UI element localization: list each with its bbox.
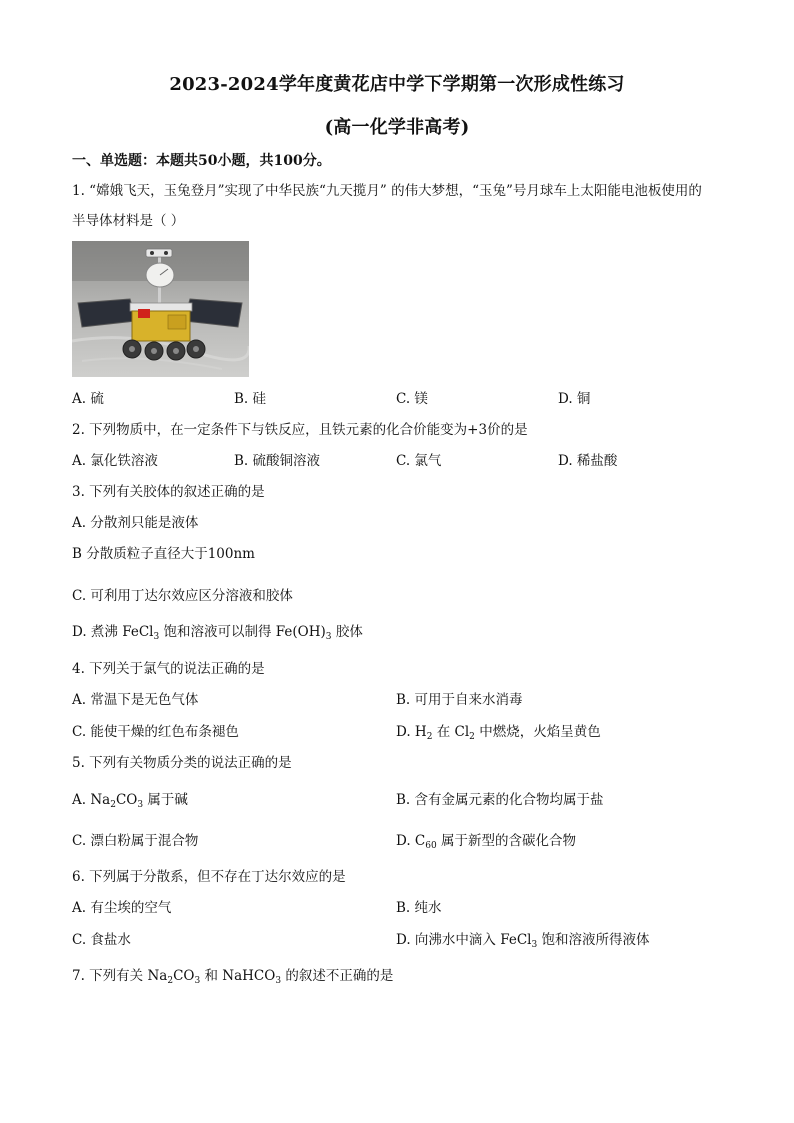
question-5-stem: 5. 下列有关物质分类的说法正确的是 [72, 755, 292, 771]
question-1-option-c: C. 镁 [396, 391, 428, 407]
exam-subtitle: (高一化学非高考) [324, 117, 470, 138]
question-2-option-b: B. 硫酸铜溶液 [234, 453, 321, 469]
question-2-option-d: D. 稀盐酸 [558, 453, 618, 469]
question-4-option-d: D. $H_2$ 在 $Cl_2$ 中燃烧，火焰呈黄色 [396, 724, 601, 742]
question-5-option-a: A. $Na_2CO_3$ 属于碱 [72, 792, 188, 810]
question-3-stem: 3. 下列有关胶体的叙述正确的是 [72, 484, 265, 500]
question-4-stem: 4. 下列关于氯气的说法正确的是 [72, 661, 265, 677]
exam-title: 2023-2024学年度黄花店中学下学期第一次形成性练习 [169, 74, 625, 95]
question-3-option-c: C. 可利用丁达尔效应区分溶液和胶体 [72, 588, 293, 604]
question-3-option-a: A. 分散剂只能是液体 [72, 515, 199, 531]
question-3-option-d: D. 煮沸 FeCl$_3$ 饱和溶液可以制得 $Fe(OH)_3$ 胶体 [72, 624, 363, 642]
question-4-option-b: B. 可用于自来水消毒 [396, 692, 523, 708]
question-1-option-d: D. 铜 [558, 391, 591, 407]
question-6-option-a: A. 有尘埃的空气 [72, 900, 172, 916]
question-2-stem: 2. 下列物质中，在一定条件下与铁反应，且铁元素的化合价能变为+3价的是 [72, 422, 528, 438]
question-1-stem-line1: 1. “嫦娥飞天，玉兔登月”实现了中华民族“九天揽月” 的伟大梦想，“玉兔”号月球车上太阳能电池板使用的 [72, 183, 702, 199]
question-1-option-a: A. 硫 [72, 391, 104, 407]
question-5-option-c: C. 漂白粉属于混合物 [72, 833, 199, 849]
question-1-stem-line2: 半导体材料是（ ） [72, 213, 185, 229]
question-4-option-c: C. 能使干燥的红色布条褪色 [72, 724, 239, 740]
lunar-rover-photo [72, 241, 249, 377]
question-5-option-d: D. $C_{60}$ 属于新型的含碳化合物 [396, 833, 577, 851]
question-6-option-c: C. 食盐水 [72, 932, 131, 948]
section-heading: 一、单选题：本题共50小题，共100分。 [72, 153, 331, 169]
question-1-option-b: B. 硅 [234, 391, 267, 407]
question-4-option-a: A. 常温下是无色气体 [72, 692, 199, 708]
question-6-option-d: D. 向沸水中滴入 FeCl$_3$ 饱和溶液所得液体 [396, 932, 650, 950]
question-7-stem: 7. 下列有关 $Na_2CO_3$ 和 NaHCO$_3$ 的叙述不正确的是 [72, 968, 394, 986]
question-5-option-b: B. 含有金属元素的化合物均属于盐 [396, 792, 604, 808]
lunar-rover-illustration [72, 241, 249, 377]
question-2-option-c: C. 氯气 [396, 453, 442, 469]
question-6-option-b: B. 纯水 [396, 900, 442, 916]
question-6-stem: 6. 下列属于分散系，但不存在丁达尔效应的是 [72, 869, 346, 885]
question-3-option-b: B 分散质粒子直径大于100nm [72, 546, 255, 562]
question-2-option-a: A. 氯化铁溶液 [72, 453, 158, 469]
